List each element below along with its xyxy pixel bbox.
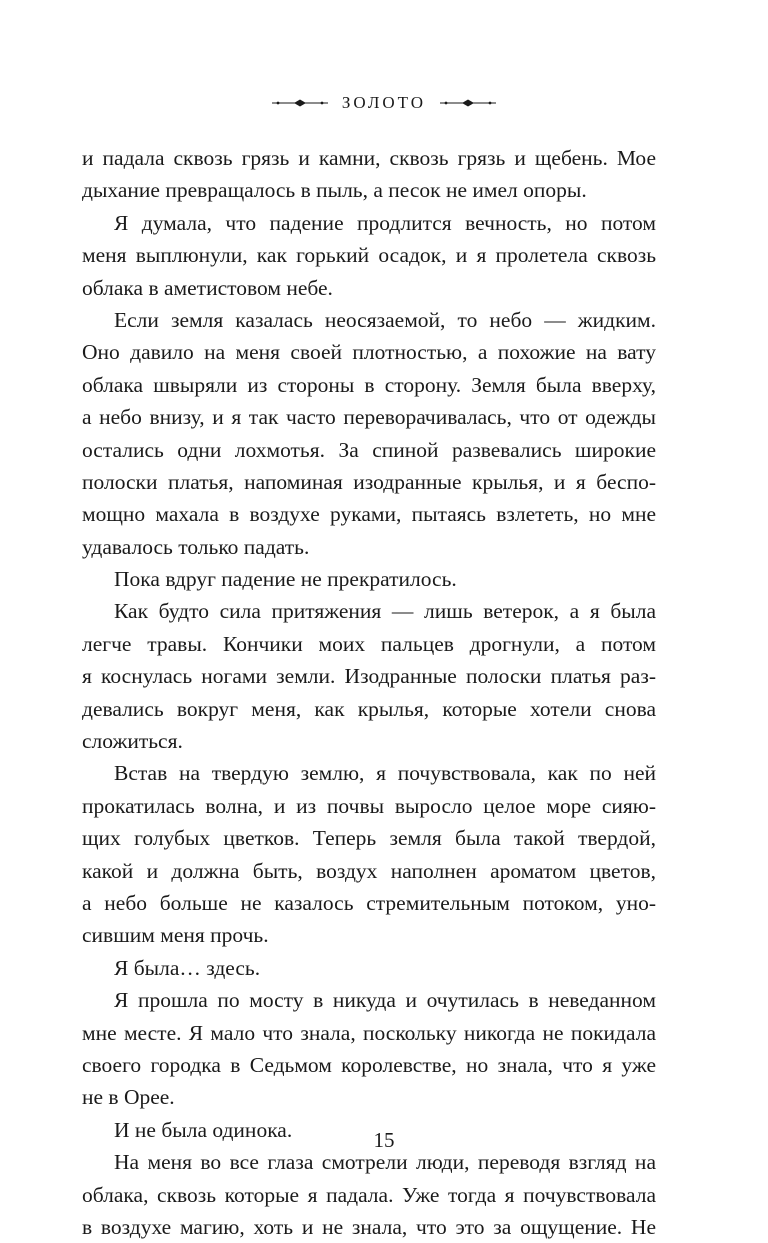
text-line: а небо больше не казалось стремительным потоком, уно-	[82, 890, 656, 915]
text-line: легче травы. Кончики моих пальцев дрогнули, а потом	[82, 631, 656, 656]
text-line: сившим меня прочь.	[82, 923, 269, 948]
text-line: я коснулась ногами земли. Изодранные полоски платья раз-	[82, 664, 656, 689]
text-line: не в Орее.	[82, 1085, 175, 1110]
text-line: мощно махала в воздухе руками, пытаясь взлететь, но мне	[82, 502, 656, 527]
text-line: в воздухе магию, хоть и не знала, что это за ощущение. Не	[82, 1214, 656, 1239]
text-line: меня выплюнули, как горький осадок, и я пролетела сквозь	[82, 243, 656, 268]
page-number: 15	[373, 1128, 395, 1152]
text-line: Я прошла по мосту в никуда и очутилась в неведанном	[114, 988, 656, 1013]
text-line: своего городка в Седьмом королевстве, но знала, что я уже	[82, 1052, 656, 1077]
text-line: какой и должна быть, воздух наполнен ароматом цветов,	[82, 858, 656, 883]
text-line: Я была… здесь.	[114, 955, 261, 980]
text-line: Я думала, что падение продлится вечность, но потом	[114, 210, 656, 235]
text-line: дыхание превращалось в пыль, а песок не имел опоры.	[82, 178, 587, 203]
text-line: Встав на твердую землю, я почувствовала, как по ней	[114, 761, 656, 786]
text-line: прокатилась волна, и из почвы выросло целое море сияю-	[82, 793, 656, 818]
text-line: Если земля казалась неосязаемой, то небо — жидким.	[114, 307, 656, 332]
text-line: и падала сквозь грязь и камни, сквозь грязь и щебень. Мое	[82, 146, 656, 170]
text-line: И не была одинока.	[114, 1117, 293, 1142]
text-line: мне месте. Я мало что знала, поскольку никогда не покидала	[82, 1020, 656, 1045]
text-line: щих голубых цветков. Теперь земля была такой твердой,	[82, 826, 656, 851]
text-line: Как будто сила притяжения — лишь ветерок, а я была	[114, 599, 656, 624]
text-line: девались вокруг меня, как крылья, которые хотели снова	[82, 696, 656, 721]
header-title: ЗОЛОТО	[341, 93, 427, 112]
text-line: сложиться.	[82, 729, 183, 754]
ornament-left-icon	[272, 99, 328, 107]
text-line: облака в аметистовом небе.	[82, 275, 333, 300]
text-line: полоски платья, напоминая изодранные крылья, и я беспо-	[82, 469, 656, 494]
running-header	[0, 88, 768, 118]
text-line: облака, сквозь которые я падала. Уже тогда я почувствовала	[82, 1182, 656, 1207]
ornament-right-icon	[440, 99, 496, 107]
text-line: На меня во все глаза смотрели люди, переводя взгляд на	[114, 1150, 656, 1175]
text-line: а небо внизу, и я так часто переворачивалась, что от одежды	[82, 405, 656, 430]
text-line: удавалось только падать.	[82, 534, 310, 559]
text-line: остались одни лохмотья. За спиной развевались широкие	[82, 437, 656, 462]
text-line: Оно давило на меня своей плотностью, а похожие на вату	[82, 340, 656, 365]
text-line: облака швыряли из стороны в сторону. Земля была вверху,	[82, 372, 656, 397]
body-text	[82, 142, 656, 1243]
text-line: Пока вдруг падение не прекратилось.	[114, 567, 457, 592]
